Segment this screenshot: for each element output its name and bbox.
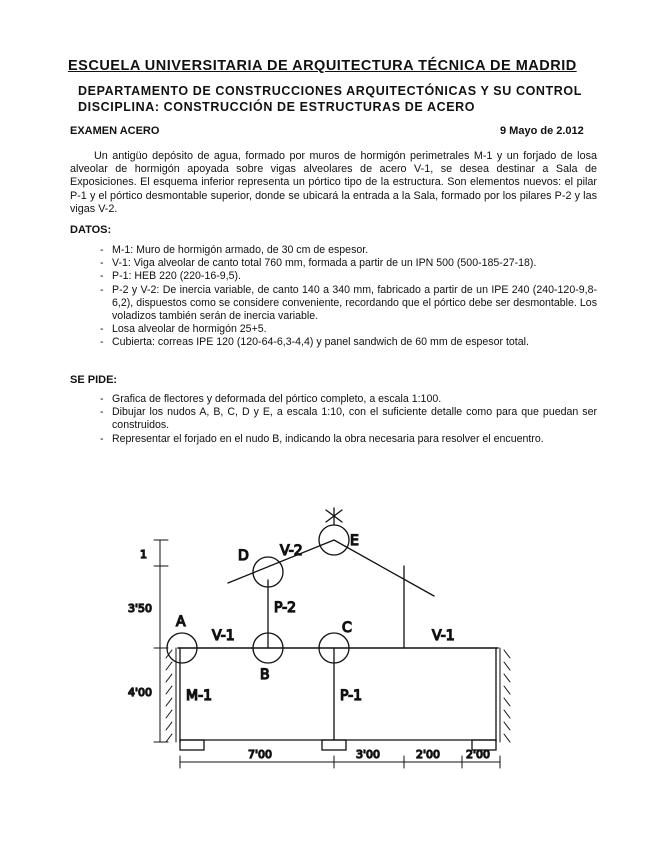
datos-item: - P-2 y V-2: De inercia variable, de canto 140 a 340 mm, fabricado a partir de un IPE 240 (240-120-9,8-6,2), dispuestos como se considere conveniente, recordando que el pórtico debe ser desmontable. Los voladizos también serán de inercia variable. [100,284,597,324]
node-d-label: D [238,548,249,564]
pide-list [100,393,597,446]
datos-item: - V-1: Viga alveolar de canto total 760 mm, formada a partir de un IPN 500 (500-185-27-18). [100,257,597,270]
school-title: ESCUELA UNIVERSITARIA DE ARQUITECTURA TÉCNICA DE MADRID [68,58,577,74]
member-p2-label: P-2 [274,600,297,616]
pide-heading: SE PIDE: [70,374,118,386]
intro-paragraph: Un antigüo depósito de agua, formado por muros de hormigón perimetrales M-1 y un forjado de losa alveolar de hormigón apoyada sobre vigas alveolares de acero V-1, se desea destinar a Sala de Exposiciones. El esquema inferior representa un pórtico tipo de la estructura. Son elementos nuevos: el pilar P-1 y el pórtico desmontable superior, donde se ubicará la entrada a la Sala, formado por los pilares P-2 y las vigas V-2. [70,150,597,215]
datos-list [100,244,597,350]
department-line-2: DISCIPLINA: CONSTRUCCIÓN DE ESTRUCTURAS DE ACERO [78,100,476,114]
member-m1-label: M-1 [186,688,213,704]
member-v1-left-label: V-1 [212,628,235,644]
pide-item: - Representar el forjado en el nudo B, indicando la obra necesaria para resolver el encuentro. [100,433,597,446]
dim-d1-label: 7'00 [248,748,273,761]
department-line-1: DEPARTAMENTO DE CONSTRUCCIONES ARQUITECTÓNICAS Y SU CONTROL [78,84,582,98]
datos-item: - M-1: Muro de hormigón armado, de 30 cm de espesor. [100,244,597,257]
symmetry-mark [326,508,342,524]
pide-item: - Grafica de flectores y deformada del pórtico completo, a escala 1:100. [100,393,597,406]
exam-title: EXAMEN ACERO [70,125,160,137]
datos-item: - Cubierta: correas IPE 120 (120-64-6,3-4,4) y panel sandwich de 60 mm de espesor total. [100,336,597,349]
pide-item: - Dibujar los nudos A, B, C, D y E, a escala 1:10, con el suficiente detalle como para que puedan ser construidos. [100,406,597,432]
dim-d3-label: 2'00 [416,748,441,761]
dim-upper-label: 3'50 [128,602,153,615]
member-v1-right-label: V-1 [432,628,455,644]
datos-item: - Losa alveolar de hormigón 25+5. [100,323,597,336]
dim-lower-label: 4'00 [128,686,153,699]
roof-v2 [228,540,434,596]
vertical-dimension [154,540,168,742]
dim-d4-label: 2'00 [466,748,491,761]
footing-left [180,740,204,750]
datos-heading: DATOS: [70,224,112,236]
node-e-label: E [350,533,359,549]
dim-top-label: 1 [140,548,147,561]
footing-center [322,740,346,750]
member-p1-label: P-1 [340,688,363,704]
node-b-label: B [260,667,270,683]
exam-date: 9 Mayo de 2.012 [500,125,584,137]
portal-frame-drawing [0,480,655,848]
dim-d2-label: 3'00 [356,748,381,761]
member-v2-label: V-2 [280,543,303,559]
node-a-label: A [176,614,186,630]
node-c-label: C [342,620,352,636]
datos-item: - P-1: HEB 220 (220-16-9,5). [100,270,597,283]
horizontal-dimension [180,756,500,768]
